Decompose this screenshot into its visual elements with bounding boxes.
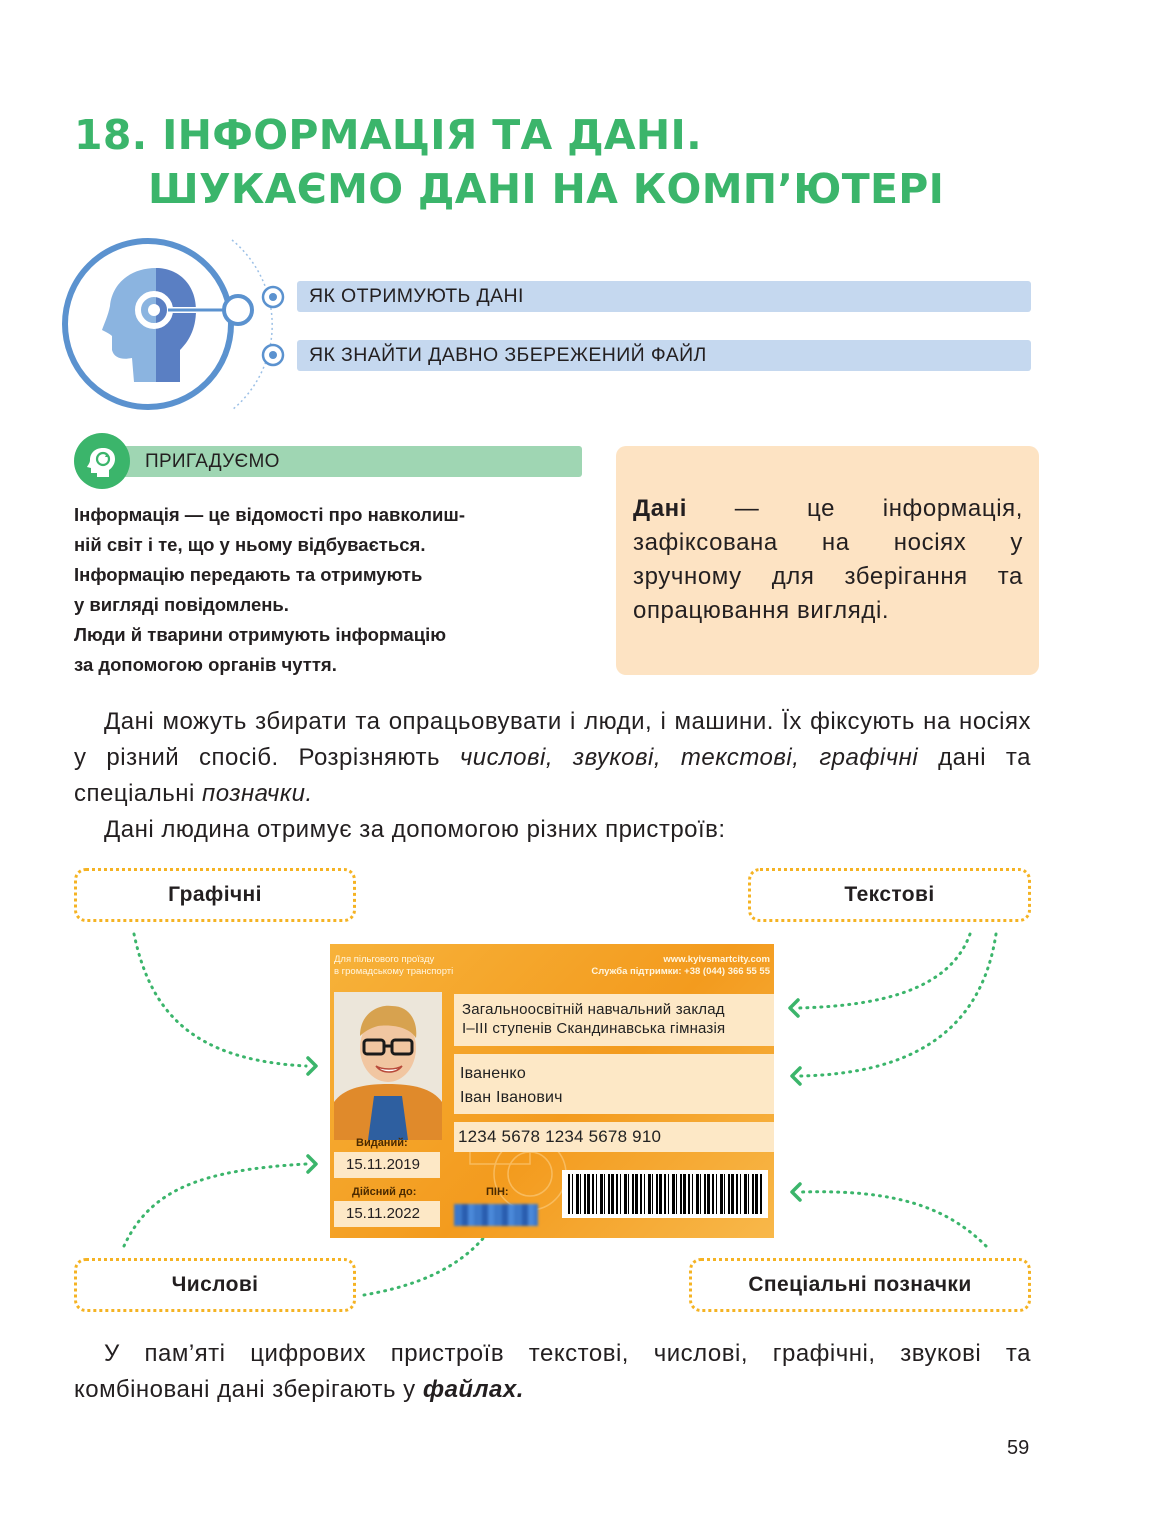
remember-heading-label: ПРИГАДУЄМО (145, 451, 280, 472)
paragraph-text: Дані людина отримує за допомогою різних пристроїв: (104, 816, 726, 843)
paragraph-devices (74, 812, 1031, 848)
school-line: Загальноосвітній навчальний заклад (462, 1001, 725, 1018)
label-numeric: Числові (74, 1258, 356, 1312)
objective-item-2: ЯК ЗНАЙТИ ДАВНО ЗБЕРЕЖЕНИЙ ФАЙЛ (297, 340, 1031, 371)
school-field (454, 994, 774, 1046)
remember-text (74, 500, 567, 680)
valid-date: 15.11.2022 (334, 1201, 440, 1227)
remember-heading (113, 446, 582, 477)
remember-line: ній світ і те, що у ньому відбувається. (74, 534, 426, 555)
issued-label: Виданий: (356, 1137, 408, 1149)
remember-line: Інформацію передають та отримують (74, 564, 423, 585)
name-field (454, 1054, 774, 1114)
paragraph-text: Дані можуть збирати та опрацьовувати і люди, і машини. Їх фіксують на носіях у різний спосіб. Розрізняють (74, 708, 1031, 771)
card-header-line: Служба підтримки: +38 (044) 366 55 55 (591, 966, 770, 977)
card-number: 1234 5678 1234 5678 910 (454, 1122, 774, 1152)
remember-line: Люди й тварини отримують інформацію (74, 624, 447, 645)
paragraph-text: У пам’яті цифрових пристроїв текстові, числові, графічні, звукові та комбіновані дані зберігають у (74, 1340, 1031, 1403)
barcode (562, 1170, 768, 1218)
pin-blurred (454, 1204, 538, 1226)
remember-line: за допомогою органів чуття. (74, 654, 337, 675)
definition-text: — це інформація, зафіксована на носіях у зручному для зберігання та опрацювання вигляді. (633, 495, 1023, 624)
paragraph-text: дані та спеціальні (74, 744, 1032, 807)
definition-term: Дані (633, 495, 688, 522)
definition-box (616, 446, 1039, 675)
student-photo (334, 992, 442, 1140)
card-header-right (591, 954, 770, 978)
label-text: Текстові (748, 868, 1031, 922)
remember-line: Інформація — це відомості про навколиш- (74, 504, 465, 525)
pin-label: ПІН: (486, 1186, 509, 1198)
school-line: І–ІІІ ступенів Скандинавська гімназія (462, 1020, 726, 1037)
card-header-line: Для пільгового проїзду (334, 954, 435, 965)
valid-label: Дійсний до: (352, 1186, 417, 1198)
remember-line: у вигляді повідомлень. (74, 594, 289, 615)
label-graphic: Графічні (74, 868, 356, 922)
page-title (74, 108, 944, 216)
paragraph-italic: позначки. (202, 780, 313, 807)
paragraph-data-types (74, 704, 1031, 812)
issued-date: 15.11.2019 (334, 1152, 440, 1178)
paragraph-files (74, 1336, 1031, 1408)
card-header-left (334, 954, 453, 978)
page-number: 59 (1007, 1437, 1030, 1459)
student-id-card (330, 944, 774, 1238)
surname: Іваненко (460, 1065, 526, 1082)
paragraph-italic: числові, звукові, текстові, графічні (459, 744, 919, 771)
objective-item-1: ЯК ОТРИМУЮТЬ ДАНІ (297, 281, 1031, 312)
card-header-line: www.kyivsmartcity.com (663, 954, 770, 965)
label-special-marks: Спеціальні позначки (689, 1258, 1031, 1312)
arrow-head (308, 1058, 316, 1074)
title-line-1: 18. ІНФОРМАЦІЯ ТА ДАНІ. (74, 111, 702, 159)
given-name: Іван Іванович (460, 1089, 563, 1106)
head-target-icon (60, 232, 300, 418)
title-line-2: ШУКАЄМО ДАНІ НА КОМП’ЮТЕРІ (148, 165, 945, 213)
card-header-line: в громадському транспорті (334, 966, 454, 977)
head-refresh-icon (74, 433, 130, 489)
paragraph-bold-italic: файлах. (422, 1376, 524, 1403)
